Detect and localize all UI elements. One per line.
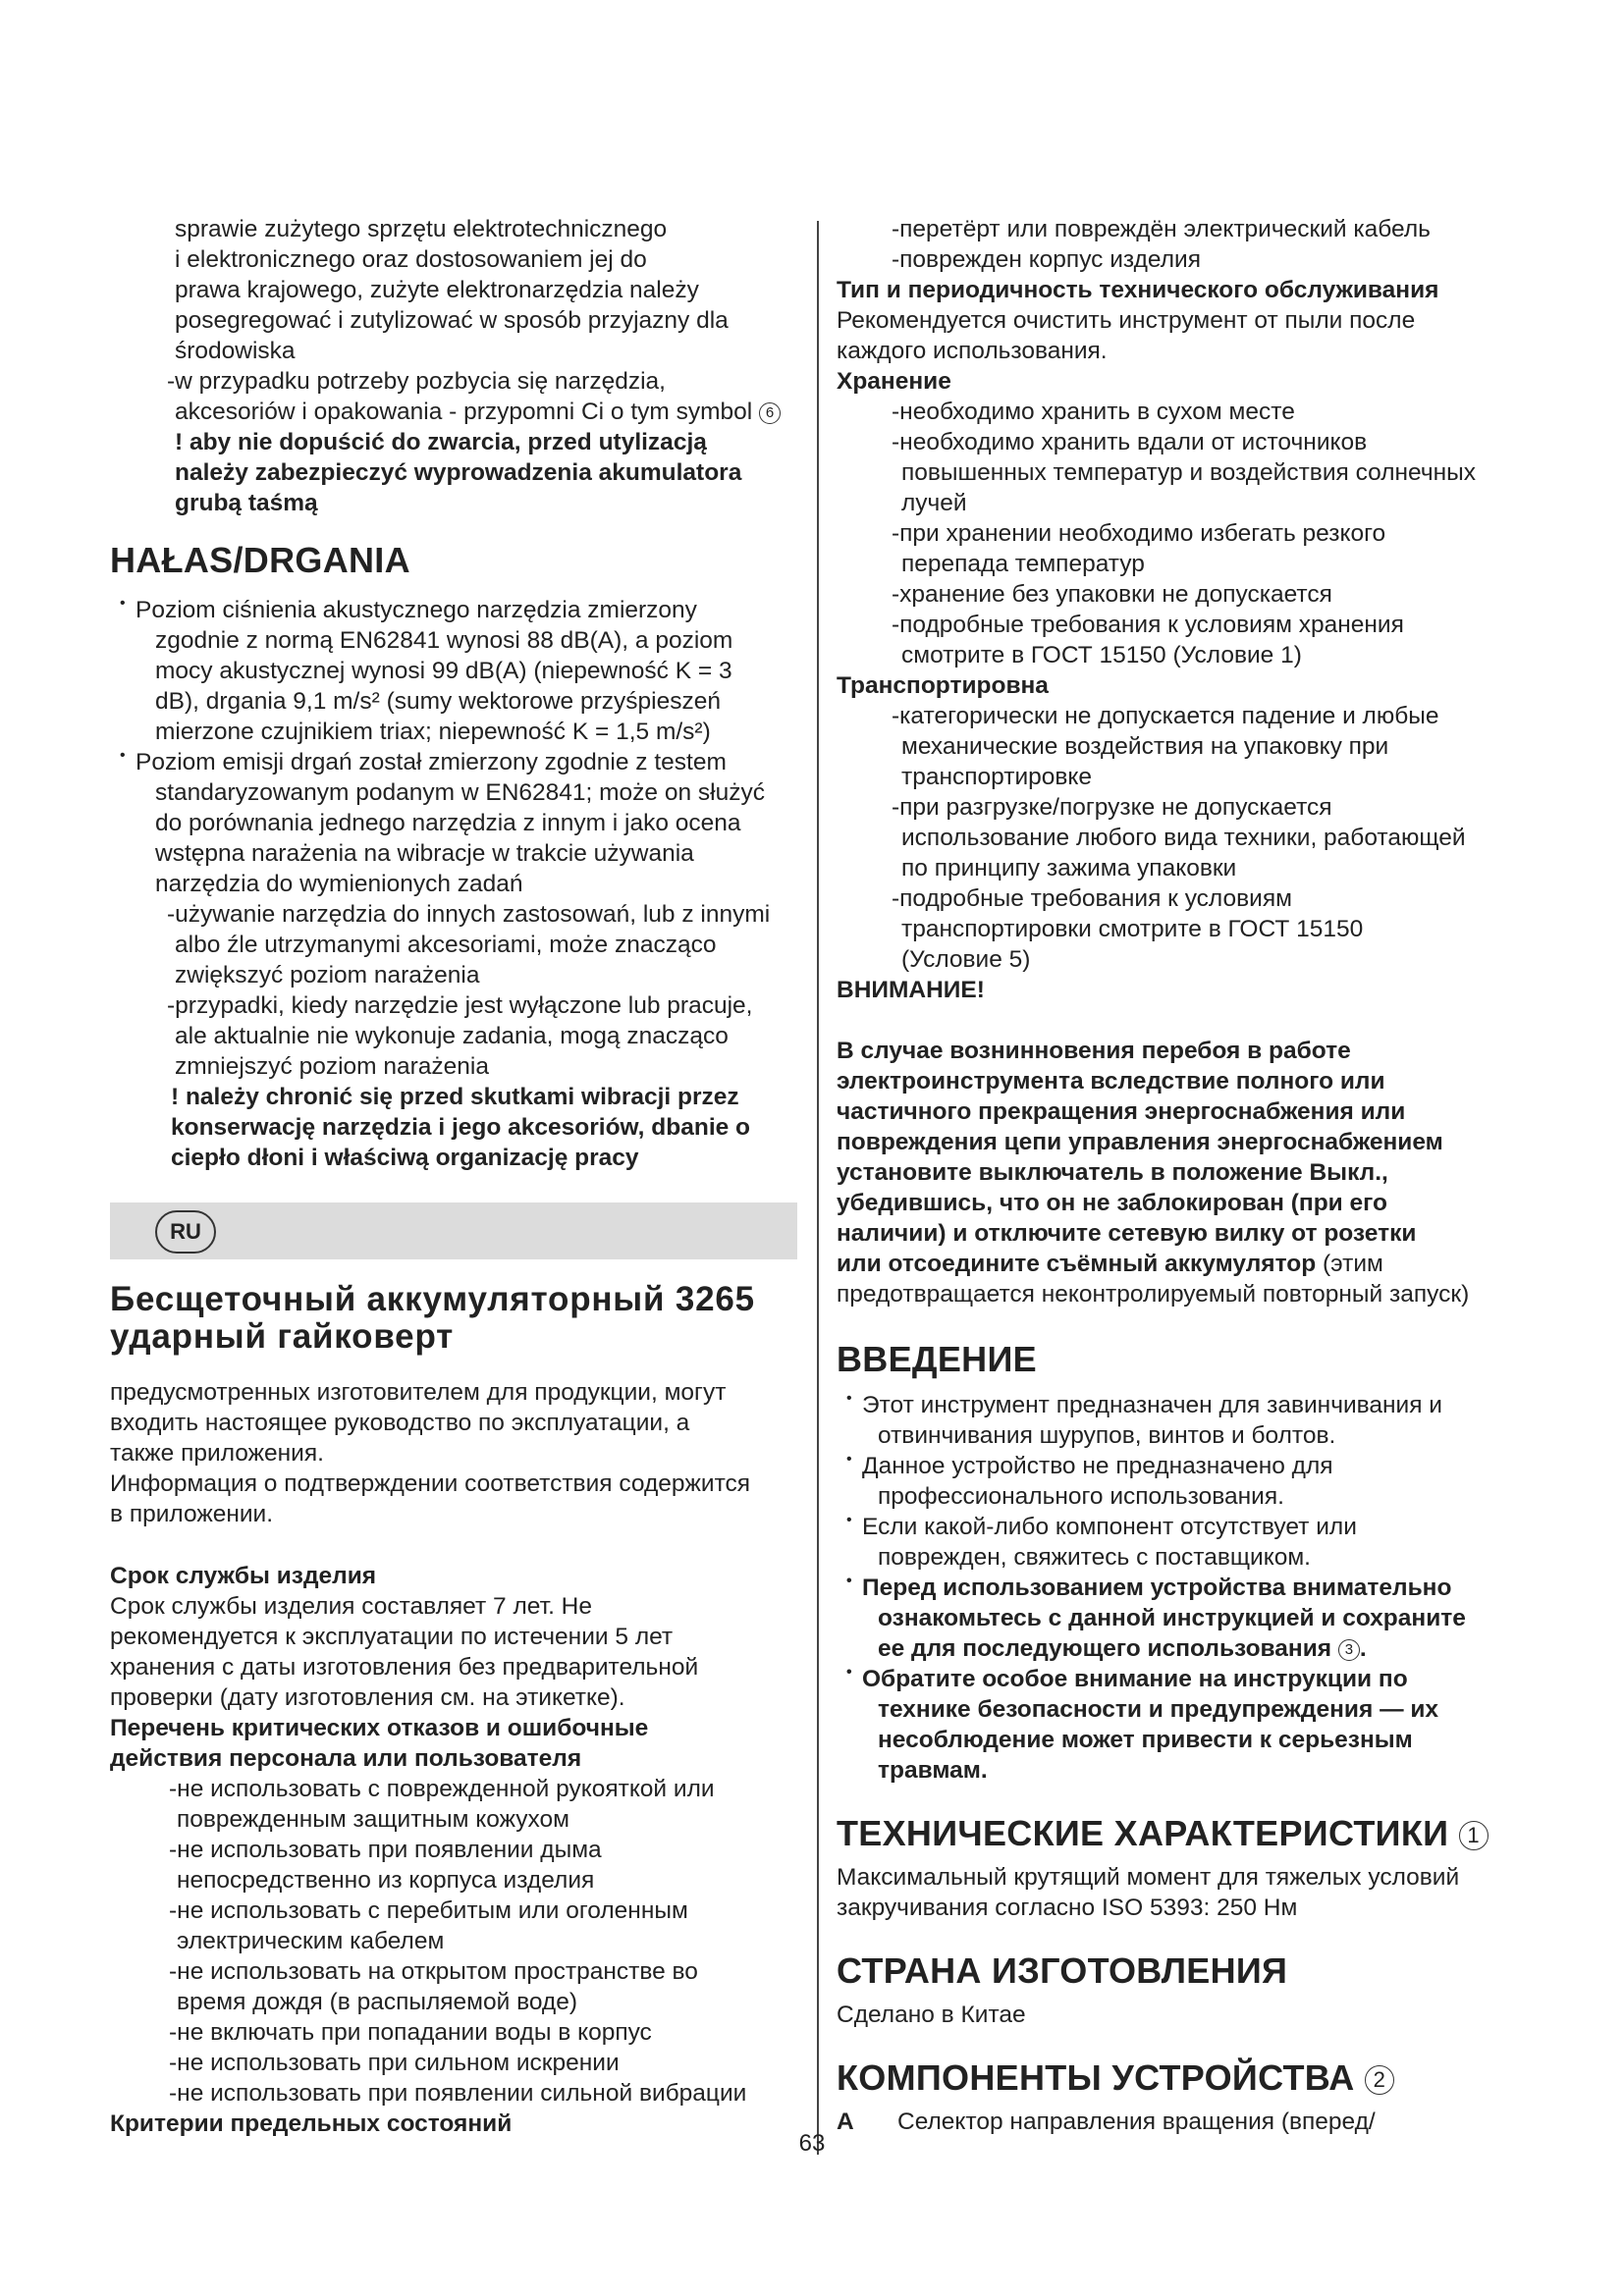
dash-item: -не включать при попадании воды в корпус — [169, 2019, 652, 2046]
text-line: ! aby nie dopuścić do zwarcia, przed utylizacją — [175, 429, 707, 455]
bullet-intro-bold — [837, 1573, 1524, 1664]
text-line: Информация о подтверждении соответствия содержится — [110, 1470, 751, 1497]
subheading-maintenance: Тип и периодичность технического обслуживания — [837, 277, 1439, 303]
text-line: środowiska — [175, 338, 296, 364]
text-line: также приложения. — [110, 1440, 324, 1467]
text-line: (Условие 5) — [901, 946, 1031, 973]
bullet-intro — [837, 1451, 1524, 1512]
section-title-tech — [837, 1813, 1524, 1854]
text-line: ! należy chronić się przed skutkami wibracji przez — [171, 1084, 739, 1110]
figure-ref-badge: 3 — [1338, 1639, 1360, 1661]
text-line: закручивания согласно ISO 5393: 250 Нм — [837, 1895, 1298, 1921]
dash-item: -не использовать при появлении сильной вибрации — [169, 2080, 747, 2107]
text-line: ciepło dłoni i właściwą organizację pracy — [171, 1145, 639, 1171]
subheading-transport: Транспортировна — [837, 672, 1049, 699]
left-column — [110, 214, 797, 2139]
text-line: хранения с даты изготовления без предварительной — [110, 1654, 699, 1681]
text-line: повышенных температур и воздействия солнечных — [901, 459, 1476, 486]
dash-item: -не использовать с поврежденной рукояткой или — [169, 1776, 715, 1802]
text-line: akcesoriów i opakowania - przypomni Ci o tym symbol — [175, 399, 753, 425]
intro-text — [110, 1377, 797, 1529]
dash-item: -подробные требования к условиям хранения — [892, 612, 1404, 638]
text-bold: или отсоедините съёмный аккумулятор — [837, 1251, 1317, 1277]
text-line: смотрите в ГОСТ 15150 (Условие 1) — [901, 642, 1302, 668]
warning-vibration — [110, 1082, 797, 1173]
text-line: • Poziom emisji drgań został zmierzony zgodnie z testem — [135, 749, 727, 775]
text-line: входить настоящее руководство по эксплуатации, а — [110, 1410, 690, 1436]
text-line: перепада температур — [901, 551, 1145, 577]
text-line: время дождя (в распыляемой воде) — [177, 1989, 578, 2015]
text-line: электрическим кабелем — [177, 1928, 445, 1954]
dash-item: -при разгрузке/погрузке не допускается — [892, 794, 1332, 821]
text-line: Срок службы изделия составляет 7 лет. Не — [110, 1593, 593, 1620]
dash-item: -не использовать при появлении дыма — [169, 1837, 602, 1863]
text-line: Рекомендуется очистить инструмент от пыли после — [837, 307, 1416, 334]
text-line: • Этот инструмент предназначен для завинчивания и — [862, 1392, 1442, 1418]
subheading-storage: Хранение — [837, 368, 951, 395]
warning-disposal — [110, 427, 797, 518]
text-line: wstępna narażenia na wibracje w trakcie używania — [155, 840, 694, 867]
text-line: narzędzia do wymienionych zadań — [155, 871, 523, 897]
text-line: в приложении. — [110, 1501, 274, 1527]
text-line: транспортировке — [901, 764, 1093, 790]
dash-item: -необходимо хранить в сухом месте — [892, 399, 1295, 425]
bullet-intro — [837, 1512, 1524, 1573]
text-line — [837, 1249, 1524, 1279]
attention-label: ВНИМАНИЕ! — [837, 977, 985, 1003]
text-normal: (этим — [1316, 1251, 1383, 1277]
bullet-intro-bold — [837, 1664, 1524, 1786]
component-letter: A — [837, 2109, 854, 2135]
subheading-perechen: Перечень критических отказов и ошибочные — [110, 1715, 649, 1741]
section-title-country: СТРАНА ИЗГОТОВЛЕНИЯ — [837, 1950, 1288, 1991]
text-line: ее для последующего использования 3 . — [878, 1635, 1367, 1662]
language-band — [110, 1202, 797, 1259]
text-line: повреждения цепи управления энергоснабжением — [837, 1129, 1443, 1155]
text-line: несоблюдение может привести к серьезным — [878, 1727, 1413, 1753]
text-line: • Перед использованием устройства внимательно — [862, 1575, 1452, 1601]
text-line: ale aktualnie nie wykonuje zadania, mogą znacząco — [175, 1023, 729, 1049]
section-title-halas: HAŁAS/DRGANIA — [110, 540, 410, 580]
component-label: Селектор направления вращения (вперед/ — [897, 2109, 1376, 2135]
text-line: по принципу зажима упаковки — [901, 855, 1237, 881]
subheading-srok: Срок службы изделия — [110, 1563, 377, 1589]
product-title: Бесщеточный аккумуляторный 3265 — [110, 1280, 755, 1318]
dash-item: -не использовать с перебитым или оголенным — [169, 1897, 688, 1924]
figure-ref-badge: 2 — [1365, 2065, 1394, 2095]
text-line: albo źle utrzymanymi akcesoriami, może znacząco — [175, 932, 717, 958]
text-line: поврежденным защитным кожухом — [177, 1806, 569, 1833]
bullet-intro — [837, 1390, 1524, 1451]
right-column — [837, 214, 1524, 2137]
text-line: электроинструмента вследствие полного или — [837, 1068, 1385, 1095]
power-warning — [837, 1036, 1524, 1249]
text-line: частичного прекращения энергоснабжения или — [837, 1098, 1406, 1125]
text-line: konserwację narzędzia i jego akcesoriów, dbanie o — [171, 1114, 751, 1141]
text-line: наличии) и отключите сетевую вилку от розетки — [837, 1220, 1417, 1247]
disposal-text — [110, 214, 797, 366]
text-line: do porównania jednego narzędzia z innym i jako ocena — [155, 810, 741, 836]
dash-item: -не использовать на открытом пространстве во — [169, 1958, 698, 1985]
text-line: • Данное устройство не предназначено для — [862, 1453, 1333, 1479]
language-badge: RU — [155, 1210, 216, 1254]
bullet-vibration — [110, 747, 797, 899]
text-line: отвинчивания шурупов, винтов и болтов. — [878, 1422, 1336, 1449]
text-line: i elektronicznego oraz dostosowaniem jej do — [175, 246, 647, 273]
page-number: 63 — [798, 2130, 826, 2157]
text-bold: ее для последующего использования — [878, 1635, 1332, 1662]
text-line: предусмотренных изготовителем для продукции, могут — [110, 1379, 727, 1406]
dash-item-cont — [110, 397, 797, 427]
figure-ref-badge: 1 — [1459, 1821, 1489, 1850]
dash-item: -не использовать при сильном искрении — [169, 2050, 620, 2076]
dash-item: -поврежден корпус изделия — [892, 246, 1201, 273]
dash-item: -хранение без упаковки не допускается — [892, 581, 1332, 608]
product-title: ударный гайковерт — [110, 1317, 455, 1356]
text-line: предотвращается неконтролируемый повторный запуск) — [837, 1281, 1470, 1308]
text-line: лучей — [901, 490, 967, 516]
bullet-noise — [110, 595, 797, 747]
text-line: механические воздействия на упаковку при — [901, 733, 1389, 760]
text-line: • Poziom ciśnienia akustycznego narzędzia zmierzony — [135, 597, 697, 623]
text-line: использование любого вида техники, работающей — [901, 825, 1466, 851]
text-line: prawa krajowego, zużyte elektronarzędzia należy — [175, 277, 699, 303]
text-line: zwiększyć poziom narażenia — [175, 962, 480, 988]
text-line: профессионального использования. — [878, 1483, 1284, 1510]
text-line: Сделано в Китае — [837, 2002, 1026, 2028]
subheading-kriterii: Критерии предельных состояний — [110, 2110, 513, 2137]
text-line: posegregować i zutylizować w sposób przyjazny dla — [175, 307, 729, 334]
text-line: standaryzowanym podanym w EN62841; może on służyć — [155, 779, 765, 806]
subheading-perechen: действия персонала или пользователя — [110, 1745, 582, 1772]
text-line: dB), drgania 9,1 m/s² (sumy wektorowe przyśpieszeń — [155, 688, 721, 715]
text-line: поврежден, свяжитесь с поставщиком. — [878, 1544, 1311, 1571]
text-line: mierzone czujnikiem triax; niepewność K = 1,5 m/s²) — [155, 719, 711, 745]
dash-item: -необходимо хранить вдали от источников — [892, 429, 1368, 455]
text-line: należy zabezpieczyć wyprowadzenia akumulatora — [175, 459, 742, 486]
text-line: mocy akustycznej wynosi 99 dB(A) (niepewność K = 3 — [155, 658, 732, 684]
dash-item: -w przypadku potrzeby pozbycia się narzędzia, — [167, 368, 666, 395]
text-line: Максимальный крутящий момент для тяжелых условий — [837, 1864, 1460, 1891]
text-bold: ТЕХНИЧЕСКИЕ ХАРАКТЕРИСТИКИ — [837, 1813, 1449, 1853]
text-line: • Обратите особое внимание на инструкции по — [862, 1666, 1408, 1692]
text-line: убедившись, что он не заблокирован (при его — [837, 1190, 1388, 1216]
text-line: транспортировки смотрите в ГОСТ 15150 — [901, 916, 1364, 942]
text-line: установите выключатель в положение Выкл., — [837, 1159, 1388, 1186]
column-divider — [817, 221, 819, 2155]
dash-item: -при хранении необходимо избегать резкого — [892, 520, 1386, 547]
text-line: травмам. — [878, 1757, 988, 1784]
text-line: проверки (дату изготовления см. на этикетке). — [110, 1684, 625, 1711]
dash-item: -категорически не допускается падение и любые — [892, 703, 1439, 729]
figure-ref-badge: 6 — [759, 402, 781, 424]
text-line: zmniejszyć poziom narażenia — [175, 1053, 489, 1080]
section-title-vvedenie: ВВЕДЕНИЕ — [837, 1339, 1037, 1379]
text-bold: КОМПОНЕНТЫ УСТРОЙСТВА — [837, 2057, 1355, 2098]
dash-item: -używanie narzędzia do innych zastosowań, lub z innymi — [167, 901, 771, 928]
text-line: рекомендуется к эксплуатации по истечении 5 лет — [110, 1624, 674, 1650]
section-title-components — [837, 2057, 1524, 2099]
text-line: zgodnie z normą EN62841 wynosi 88 dB(A), a poziom — [155, 627, 733, 654]
text-line: непосредственно из корпуса изделия — [177, 1867, 595, 1894]
text-line: В случае возниннoвения перебоя в работе — [837, 1038, 1351, 1064]
dash-item: -przypadki, kiedy narzędzie jest wyłączone lub pracuje, — [167, 992, 753, 1019]
text-line: grubą taśmą — [175, 490, 318, 516]
dash-item: -подробные требования к условиям — [892, 885, 1292, 912]
text-line: sprawie zużytego sprzętu elektrotechnicznego — [175, 216, 668, 242]
dash-item: -перетёрт или повреждён электрический кабель — [892, 216, 1431, 242]
text-line: • Если какой-либо компонент отсутствует или — [862, 1514, 1357, 1540]
text-line: ознакомьтесь с данной инструкцией и сохраните — [878, 1605, 1466, 1631]
text-line: каждого использования. — [837, 338, 1108, 364]
text-line: технике безопасности и предупреждения — их — [878, 1696, 1439, 1723]
